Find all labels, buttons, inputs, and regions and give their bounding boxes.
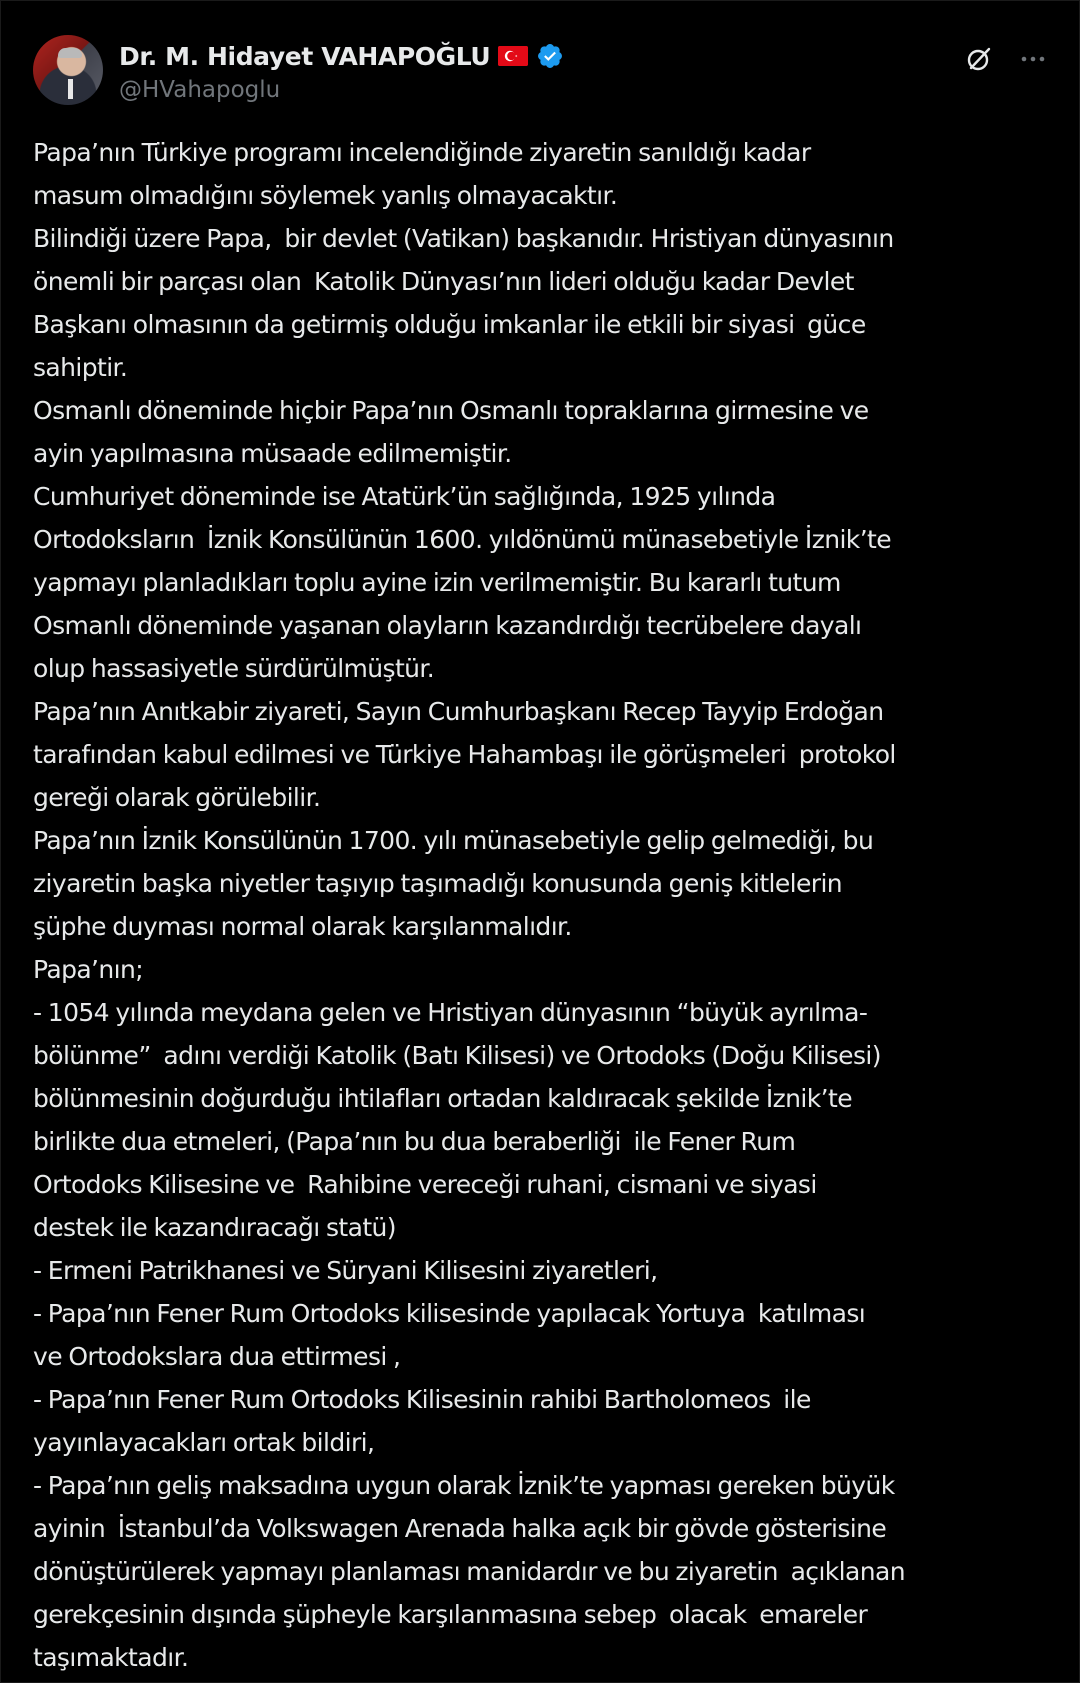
post-text-line: önemli bir parçası olan Katolik Dünyası’nın lideri olduğu kadar Devlet <box>33 267 854 296</box>
avatar-shirt <box>68 79 73 99</box>
post-text-line: gerekçesinin dışında şüpheyle karşılanmasına sebep olacak emareler <box>33 1600 868 1629</box>
verified-badge-icon <box>536 42 564 70</box>
post-text-line: bölünme” adını verdiği Katolik (Batı Kilisesi) ve Ortodoks (Doğu Kilisesi) <box>33 1041 881 1070</box>
post-text-line: - 1054 yılında meydana gelen ve Hristiyan dünyasının “büyük ayrılma- <box>33 998 868 1027</box>
post-text-line: Ortodoks Kilisesine ve Rahibine vereceği ruhani, cismani ve siyasi <box>33 1170 817 1199</box>
avatar-hair <box>58 48 82 58</box>
more-options-icon[interactable] <box>1017 43 1049 75</box>
post-text-line: gereği olarak görülebilir. <box>33 783 321 812</box>
post-text-line: taşımaktadır. <box>33 1643 189 1672</box>
post-text-line: masum olmadığını söylemek yanlış olmayacaktır. <box>33 181 618 210</box>
post-text-line: Ortodoksların İznik Konsülünün 1600. yıldönümü münasebetiyle İznik’te <box>33 525 892 554</box>
post-text-line: Cumhuriyet döneminde ise Atatürk’ün sağlığında, 1925 yılında <box>33 482 776 511</box>
post-text-line: tarafından kabul edilmesi ve Türkiye Hahambaşı ile görüşmeleri protokol <box>33 740 896 769</box>
post-text-line: şüphe duyması normal olarak karşılanmalıdır. <box>33 912 572 941</box>
post-text-line: Papa’nın Anıtkabir ziyareti, Sayın Cumhurbaşkanı Recep Tayyip Erdoğan <box>33 697 884 726</box>
post-text-line: yapmayı planladıkları toplu ayine izin verilmemiştir. Bu kararlı tutum <box>33 568 841 597</box>
grok-icon[interactable] <box>963 43 995 75</box>
post-text-line: Papa’nın Türkiye programı incelendiğinde ziyaretin sanıldığı kadar <box>33 138 811 167</box>
post-text-line: ziyaretin başka niyetler taşıyıp taşımadığı konusunda geniş kitlelerin <box>33 869 843 898</box>
post-text-line: Papa’nın; <box>33 955 144 984</box>
post-text-line: Osmanlı döneminde hiçbir Papa’nın Osmanlı topraklarına girmesine ve <box>33 396 869 425</box>
turkey-flag-icon <box>498 46 528 66</box>
post-text-line: - Ermeni Patrikhanesi ve Süryani Kilisesini ziyaretleri, <box>33 1256 658 1285</box>
post-text-line: Başkanı olmasının da getirmiş olduğu imkanlar ile etkili bir siyasi güce <box>33 310 866 339</box>
post-text-line: Bilindiği üzere Papa, bir devlet (Vatikan) başkanıdır. Hristiyan dünyasının <box>33 224 894 253</box>
post-text-line: birlikte dua etmeleri, (Papa’nın bu dua beraberliği ile Fener Rum <box>33 1127 796 1156</box>
avatar[interactable] <box>33 35 103 105</box>
post-text-line: olup hassasiyetle sürdürülmüştür. <box>33 654 435 683</box>
post-text-line: - Papa’nın Fener Rum Ortodoks kilisesinde yapılacak Yortuya katılması <box>33 1299 866 1328</box>
post-text-line: Osmanlı döneminde yaşanan olayların kazandırdığı tecrübelere dayalı <box>33 611 862 640</box>
post-text-line: bölünmesinin doğurduğu ihtilafları ortadan kaldıracak şekilde İznik’te <box>33 1084 852 1113</box>
post-text-line: ayin yapılmasına müsaade edilmemiştir. <box>33 439 512 468</box>
author-display-name[interactable]: Dr. M. Hidayet VAHAPOĞLU <box>119 41 491 71</box>
post-text-line: - Papa’nın Fener Rum Ortodoks Kilisesinin rahibi Bartholomeos ile <box>33 1385 811 1414</box>
post-body-text <box>33 131 1053 1679</box>
post-text-line: - Papa’nın geliş maksadına uygun olarak İznik’te yapması gereken büyük <box>33 1471 895 1500</box>
post-text-line: ayinin İstanbul’da Volkswagen Arenada halka açık bir gövde gösterisine <box>33 1514 887 1543</box>
author-name-row <box>119 39 564 73</box>
post-text-line: sahiptir. <box>33 353 128 382</box>
post-text-line: dönüştürülerek yapmayı planlaması manidardır ve bu ziyaretin açıklanan <box>33 1557 905 1586</box>
post-actions <box>963 43 1049 75</box>
post-text-line: destek ile kazandıracağı statü) <box>33 1213 396 1242</box>
author-handle[interactable]: @HVahapoglu <box>119 77 281 103</box>
post-text-line: Papa’nın İznik Konsülünün 1700. yılı münasebetiyle gelip gelmediği, bu <box>33 826 874 855</box>
post-header <box>33 35 1049 107</box>
post-text-line: ve Ortodokslara dua ettirmesi , <box>33 1342 401 1371</box>
post-text-line: yayınlayacakları ortak bildiri, <box>33 1428 375 1457</box>
